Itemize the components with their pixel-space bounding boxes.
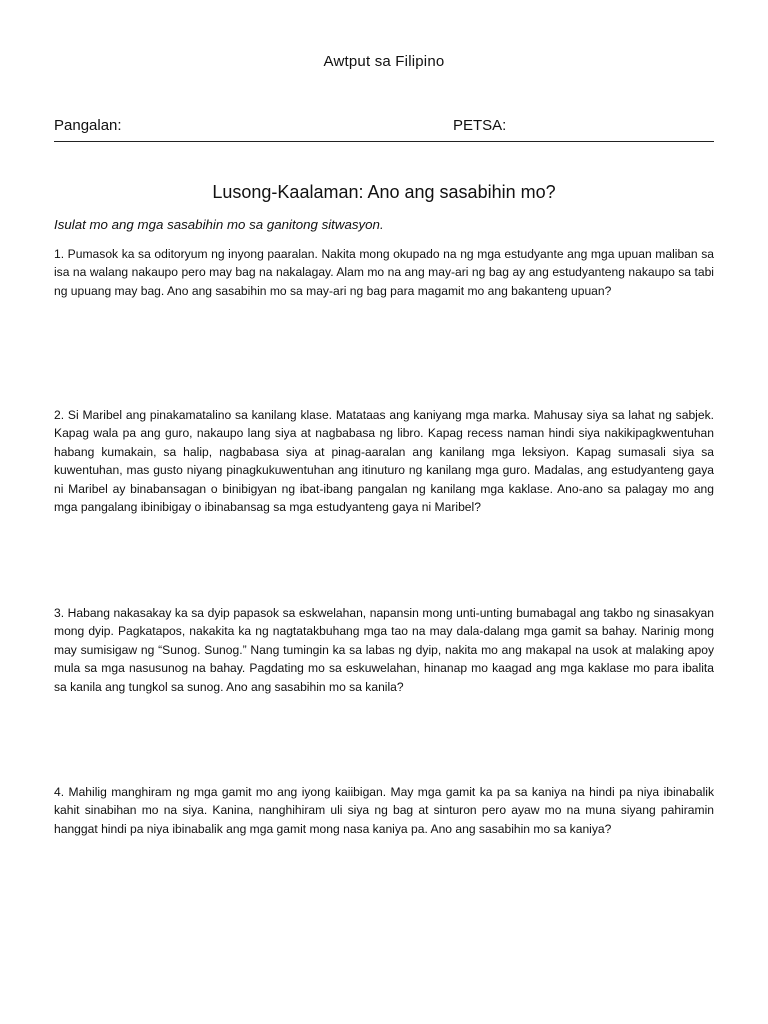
question-3: 3. Habang nakasakay ka sa dyip papasok sa eskwelahan, napansin mong unti-unting bumabagal ang takbo ng sinasakyan mong dyip. Pagkatapos, nakakita ka ng nagtatakbuhang mga tao na may dala-dalang mga gamit sa bahay. Narinig mong may sumisigaw ng “Sunog. Sunog.” Nang tumingin ka sa labas ng dyip, nakita mo ang makapal na usok at malaking apoy mula sa mga nasusunog na bahay. Pagdating mo sa eskuwelahan, hinanap mo kaagad ang mga kaklase mo para ibalita sa kanila ang tungkol sa sunog. Ano ang sasabihin mo sa kanila? xyxy=(54,606,714,694)
question-1: 1. Pumasok ka sa oditoryum ng inyong paaralan. Nakita mong okupado na ng mga estudyante ang mga upuan maliban sa isa na walang nakaupo pero may bag na nakalagay. Alam mo na ang may-ari ng bag ay ang estudyanteng nakaupo sa tabi ng upuang may bag. Ano ang sasabihin mo sa may-ari ng bag para magamit mo ang bakanteng upuan? xyxy=(54,247,714,298)
question-4: 4. Mahilig manghiram ng mga gamit mo ang iyong kaiibigan. May mga gamit ka pa sa kaniya na hindi pa niya ibinabalik kahit sinabihan mo na siya. Kanina, nanghihiram uli siya ng bag at sinturon pero ayaw mo na muna siyang pahiramin hanggat hindi pa niya ibinabalik ang mga gamit mong nasa kaniya pa. Ano ang sasabihin mo sa kaniya? xyxy=(54,785,714,836)
name-label: Pangalan: xyxy=(54,117,122,134)
header-title: Awtput sa Filipino xyxy=(323,53,445,70)
worksheet-title: Lusong-Kaalaman: Ano ang sasabihin mo? xyxy=(212,182,556,202)
date-label: PETSA: xyxy=(453,117,507,134)
student-info-row xyxy=(54,117,714,142)
instruction-text: Isulat mo ang mga sasabihin mo sa ganitong sitwasyon. xyxy=(54,217,384,232)
question-2: 2. Si Maribel ang pinakamatalino sa kanilang klase. Matataas ang kaniyang mga marka. Mahusay siya sa lahat ng sabjek. Kapag wala pa ang guro, nakaupo lang siya at nagbabasa ng libro. Kapag recess naman hindi siya nakikipagkwentuhan habang kumakain, sa halip, nagbabasa siya at pinag-aaralan ang kanilang mga leksiyon. Kapag sumasali siya sa kuwentuhan, mas gusto niyang pinagkukuwentuhan ang itinuturo ng kanilang mga guro. Madalas, ang estudyanteng gaya ni Maribel ay binabansagan o binibigyan ng ibat-ibang pangalan ng kanilang mga kaklase. Ano-ano sa palagay mo ang mga pangalang ibinibigay o ibinabansag sa mga estudyanteng gaya ni Maribel? xyxy=(54,408,714,515)
